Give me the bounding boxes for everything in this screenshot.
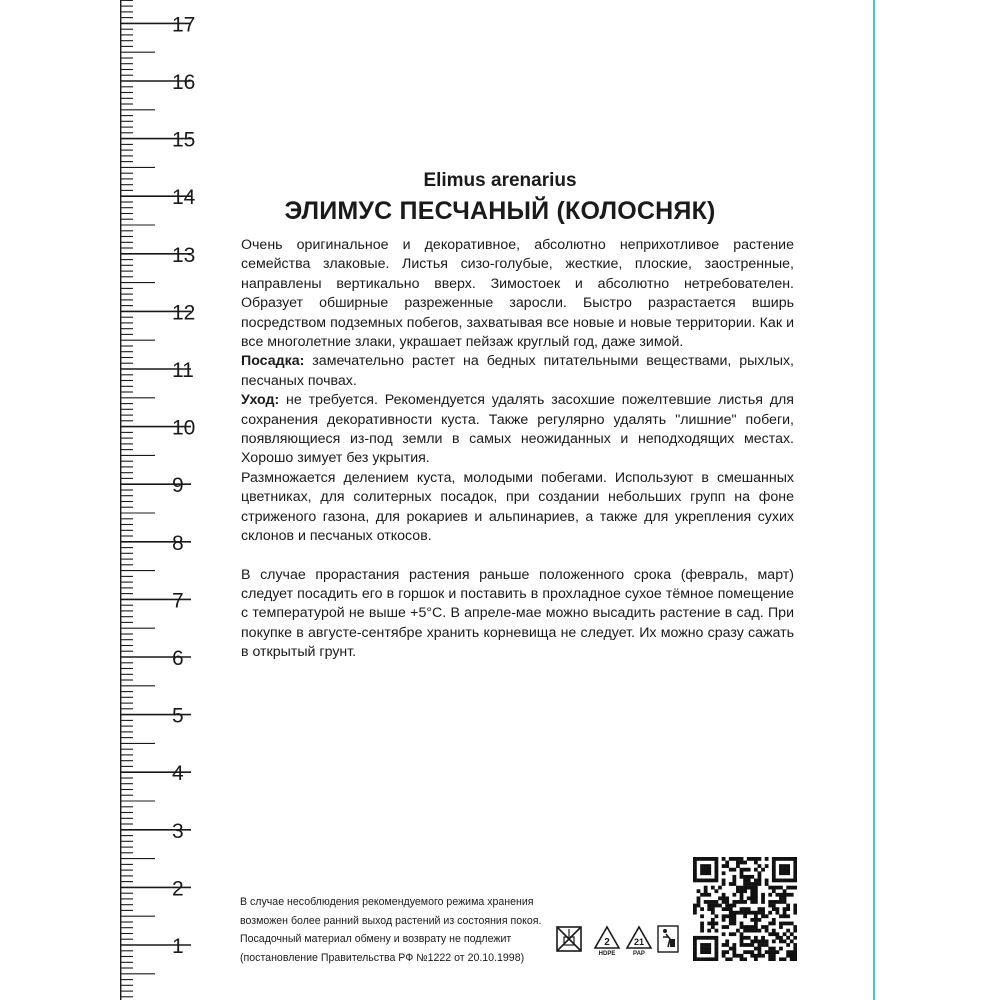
planting-text: замечательно растет на бедных питательными веществами, рыхлых, песчаных почвах. (241, 353, 794, 389)
ruler-label: 14 (172, 186, 196, 210)
ruler-label: 16 (172, 71, 196, 94)
intro-paragraph: Очень оригинальное и декоративное, абсолютно неприхотливое растение семейства злаковые. Листья сизо-голубые, жесткие, плоские, заостренные, направлены вертикально вверх. Зимостоек и абсолютно нетребователен. Образует обширные разреженные заросли. Быстро разрастается вширь посредством подземных побегов, захватывая все новые и новые территории. Как и все многолетние злаки, украшает пейзаж круглый год, даже зимой. (241, 237, 794, 351)
latin-name: Elimus arenarius (423, 170, 577, 191)
footer-note (240, 893, 570, 967)
ruler-label: 17 (172, 13, 196, 37)
ruler-label: 12 (172, 301, 196, 325)
ruler-label: 10 (172, 416, 196, 440)
hdpe-label: HDPE (598, 951, 616, 957)
ruler-label: 11 (172, 359, 194, 382)
trash-bin-icon (657, 925, 679, 953)
page-title: ЭЛИМУС ПЕСЧАНЫЙ (КОЛОСНЯК) (284, 197, 716, 225)
right-guide-line (873, 0, 875, 1000)
do-not-crush-icon (555, 925, 583, 953)
recycle-hdpe-icon (593, 925, 621, 957)
propagation-paragraph: Размножается делением куста, молодыми побегами. Используют в смешанных цветниках, для солитерных посадок, при создании небольших групп на фоне стриженого газона, для рокариев и альпинариев, а также для укрепления сухих склонов и песчаных откосов. (241, 469, 794, 545)
care-paragraph (241, 391, 794, 469)
care-text: не требуется. Рекомендуется удалять засохшие пожелтевшие листья для сохранения декоративности куста. Также регулярно удалять "лишние" побеги, появляющиеся из-под земли в самых неожиданных и неподходящих местах. Хорошо зимует без укрытия. (241, 392, 794, 467)
description-body (241, 236, 794, 663)
ruler-label: 6 (172, 647, 184, 670)
ruler-label: 7 (172, 589, 184, 613)
ruler-label: 15 (172, 128, 196, 152)
pap-number: 21 (633, 937, 645, 947)
qr-code (693, 857, 797, 961)
recycle-pap-icon (625, 925, 653, 957)
care-label: Уход: (241, 392, 280, 409)
planting-label: Посадка: (241, 353, 305, 370)
ruler (0, 0, 200, 1000)
ruler-label: 5 (172, 704, 184, 728)
ruler-label: 13 (172, 243, 196, 267)
ruler-label: 8 (172, 531, 184, 555)
ruler-label: 1 (172, 935, 184, 958)
footer-line: (постановление Правительства РФ №1222 от 20.10.1998) (240, 951, 525, 964)
planting-paragraph (241, 352, 794, 391)
footer-line: Посадочный материал обмену и возврату не подлежит (240, 933, 512, 946)
footer-line: В случае несоблюдения рекомендуемого режима хранения (240, 896, 534, 908)
footer-line: возможен более ранний выход растений из состояния покоя. (240, 914, 542, 927)
ruler-label: 3 (172, 819, 184, 843)
ruler-label: 9 (172, 474, 184, 498)
ruler-label: 2 (172, 877, 184, 901)
storage-paragraph: В случае прорастания растения раньше положенного срока (февраль, март) следует посадить его в горшок и поставить в прохладное сухое тёмное помещение с температурой не выше +5°С. В апреле-мае можно высадить растение в сад. При покупке в августе-сентябре хранить корневища не следует. Их можно сразу сажать в открытый грунт. (241, 566, 794, 661)
hdpe-number: 2 (604, 937, 610, 948)
pap-label: PAP (633, 951, 645, 957)
ruler-label: 4 (172, 762, 184, 786)
